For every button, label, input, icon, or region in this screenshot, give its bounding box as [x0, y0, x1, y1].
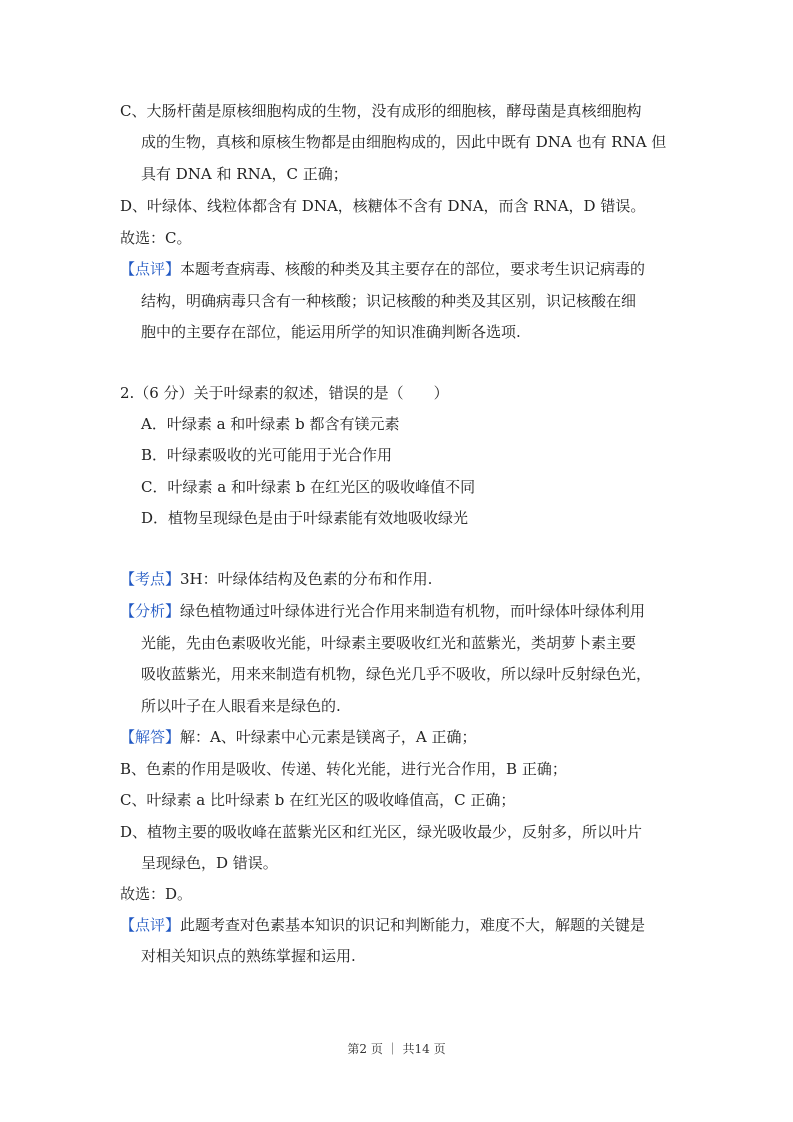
- q2-option-a: A．叶绿素 a 和叶绿素 b 都含有镁元素: [141, 415, 400, 433]
- q2-option-b: B．叶绿素吸收的光可能用于光合作用: [141, 446, 393, 464]
- q2-point-text: 3H：叶绿体结构及色素的分布和作用.: [180, 570, 433, 588]
- q2-option-d: D．植物呈现绿色是由于叶绿素能有效地吸收绿光: [141, 509, 469, 527]
- analysis-tag: 【分析】: [120, 602, 181, 620]
- q1-review: [120, 259, 645, 279]
- q1-answer: 故选：C。: [120, 229, 192, 247]
- q1-review-line3: 胞中的主要存在部位，能运用所学的知识准确判断各选项.: [141, 323, 521, 341]
- q2-solution-b: B、色素的作用是吸收、传递、转化光能，进行光合作用，B 正确；: [120, 760, 567, 778]
- q1-option-c-line2: 成的生物，真核和原核生物都是由细胞构成的，因此中既有 DNA 也有 RNA 但: [141, 133, 667, 151]
- q2-stem: 2.（6 分）关于叶绿素的叙述，错误的是（ ）: [120, 384, 449, 402]
- q2-analysis-line4: 所以叶子在人眼看来是绿色的.: [141, 697, 341, 715]
- q2-review: [120, 915, 645, 935]
- q2-solution-c: C、叶绿素 a 比叶绿素 b 在红光区的吸收峰值高，C 正确；: [120, 791, 516, 809]
- q2-point: [120, 569, 432, 589]
- review-tag: 【点评】: [120, 916, 181, 934]
- point-tag: 【考点】: [120, 570, 181, 588]
- solution-tag: 【解答】: [120, 728, 181, 746]
- q1-review-line2: 结构，明确病毒只含有一种核酸；识记核酸的种类及其区别，识记核酸在细: [141, 292, 637, 310]
- q2-option-c: C．叶绿素 a 和叶绿素 b 在红光区的吸收峰值不同: [141, 478, 476, 496]
- q2-analysis-line2: 光能，先由色素吸收光能，叶绿素主要吸收红光和蓝紫光，类胡萝卜素主要: [141, 634, 637, 652]
- q2-solution: [120, 727, 476, 747]
- q2-review-line1: 此题考查对色素基本知识的识记和判断能力，难度不大，解题的关键是: [180, 916, 646, 934]
- q1-option-d: D、叶绿体、线粒体都含有 DNA，核糖体不含有 DNA，而含 RNA，D 错误。: [120, 197, 646, 215]
- q2-analysis: [120, 601, 645, 621]
- review-tag: 【点评】: [120, 260, 181, 278]
- q2-analysis-line1: 绿色植物通过叶绿体进行光合作用来制造有机物，而叶绿体叶绿体利用: [180, 602, 646, 620]
- q2-answer: 故选：D。: [120, 885, 193, 903]
- q1-review-line1: 本题考查病毒、核酸的种类及其主要存在的部位，要求考生识记病毒的: [180, 260, 646, 278]
- q2-solution-d1: D、植物主要的吸收峰在蓝紫光区和红光区，绿光吸收最少，反射多，所以叶片: [120, 823, 643, 841]
- q1-option-c-line3: 具有 DNA 和 RNA，C 正确；: [141, 165, 348, 183]
- q2-solution-d2: 呈现绿色，D 错误。: [141, 854, 278, 872]
- page-footer: 第2 页 ｜ 共14 页: [347, 1042, 446, 1056]
- q1-option-c-line1: C、大肠杆菌是原核细胞构成的生物，没有成形的细胞核，酵母菌是真核细胞构: [120, 102, 642, 120]
- q2-review-line2: 对相关知识点的熟练掌握和运用.: [141, 947, 356, 965]
- q2-solution-line1: 解：A、叶绿素中心元素是镁离子，A 正确；: [180, 728, 477, 746]
- q2-analysis-line3: 吸收蓝紫光，用来来制造有机物，绿色光几乎不吸收，所以绿叶反射绿色光，: [141, 665, 652, 683]
